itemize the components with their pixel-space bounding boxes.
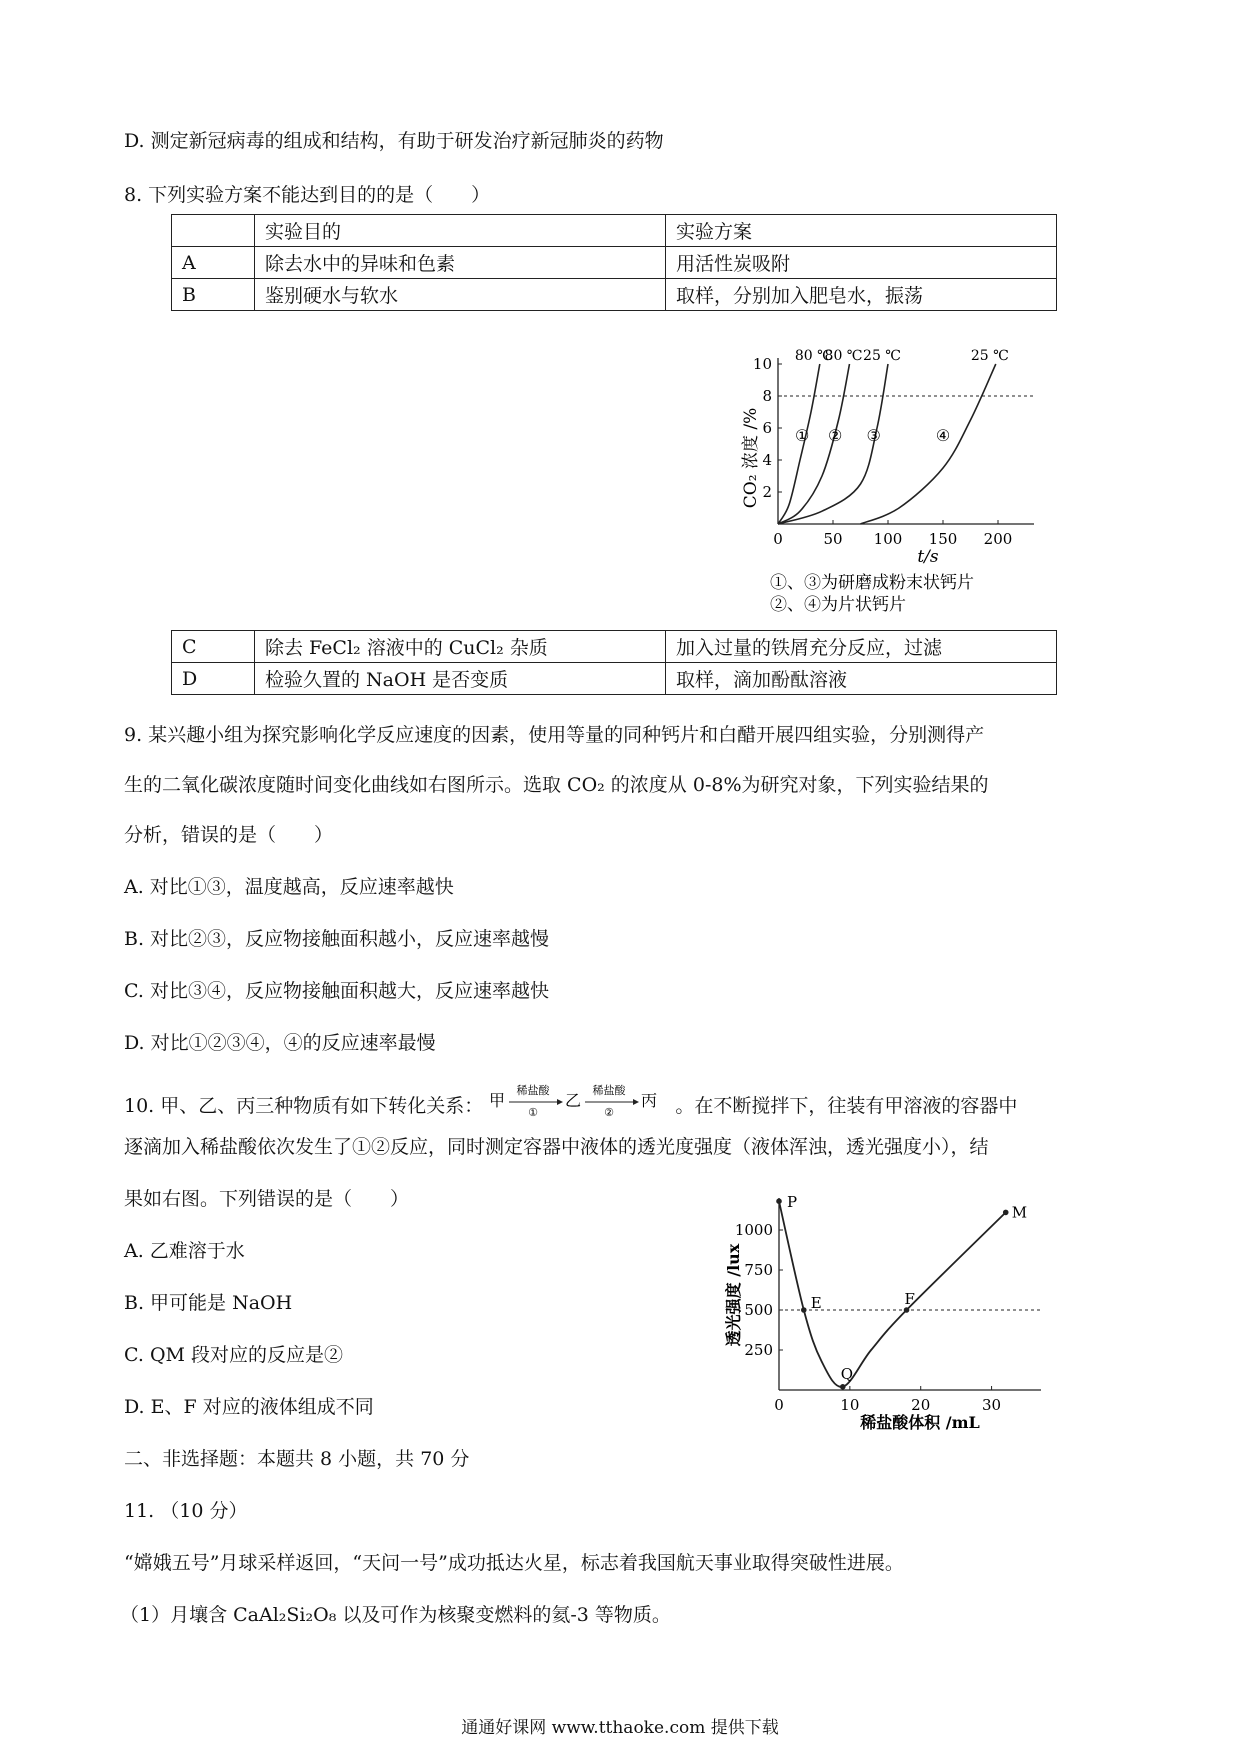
chart-note-2: ②、④为片状钙片	[770, 595, 906, 613]
table-row	[172, 663, 1057, 695]
q8-stem: 8. 下列实验方案不能达到目的的是（ ）	[124, 184, 491, 206]
table-cell: 鉴别硬水与软水	[255, 279, 666, 311]
point-m-label: M	[1011, 1203, 1028, 1222]
table-cell: 除去水中的异味和色素	[255, 247, 666, 279]
point-f-label: F	[904, 1290, 915, 1308]
table-cell: 检验久置的 NaOH 是否变质	[255, 663, 666, 695]
y-tick-label: 1000	[734, 1221, 773, 1239]
table-cell: A	[172, 247, 255, 279]
q10-option-b: B. 甲可能是 NaOH	[124, 1292, 293, 1314]
x-tick-label: 20	[911, 1396, 931, 1414]
q11-head: 11. （10 分）	[124, 1500, 248, 1522]
table-row	[172, 215, 1057, 247]
table-header-cell: 实验方案	[666, 215, 1057, 247]
q10-stem-line-1	[124, 1082, 1017, 1122]
table-header-cell: 实验目的	[255, 215, 666, 247]
x-axis-label: 稀盐酸体积 /mL	[860, 1413, 980, 1432]
page-footer: 通通好课网 www.tthaoke.com 提供下载	[461, 1718, 779, 1738]
series-1-temp-label: 80 ℃	[794, 348, 833, 364]
reagent-1: 稀盐酸	[516, 1084, 550, 1097]
series-1-label: ①	[795, 425, 810, 445]
q9-stem-line-2: 生的二氧化碳浓度随时间变化曲线如右图所示。选取 CO₂ 的浓度从 0-8%为研究对象，下列实验结果的	[124, 774, 989, 796]
y-tick-label: 250	[744, 1341, 773, 1359]
table-cell: D	[172, 663, 255, 695]
q10-stem-line-2: 逐滴加入稀盐酸依次发生了①②反应，同时测定容器中液体的透光度强度（液体浑浊，透光强度小），结	[124, 1136, 989, 1158]
series-2-label: ②	[828, 425, 843, 445]
x-tick-label: 30	[982, 1396, 1002, 1414]
series-2-temp-label: 80 ℃	[824, 348, 863, 364]
light-transmission-chart	[715, 1185, 1070, 1440]
y-tick-label: 4	[762, 451, 772, 469]
y-tick-label: 750	[744, 1261, 773, 1279]
x-tick-label: 100	[873, 530, 903, 548]
series-3-temp-label: 25 ℃	[863, 348, 901, 364]
table-row	[172, 631, 1057, 663]
point-q	[840, 1384, 846, 1390]
q8-table-bottom	[171, 630, 1057, 695]
species-b: 乙	[565, 1091, 582, 1110]
y-tick-label: 8	[762, 387, 772, 405]
series-4-temp-label: 25 ℃	[970, 348, 1009, 364]
y-tick-label: 500	[744, 1301, 773, 1319]
q10-option-c: C. QM 段对应的反应是②	[124, 1344, 344, 1366]
x-tick-label: 50	[823, 530, 843, 548]
table-cell: 用活性炭吸附	[666, 247, 1057, 279]
q9-option-c: C. 对比③④，反应物接触面积越大，反应速率越快	[124, 980, 549, 1002]
y-axis-label: 透光强度 /lux	[724, 1243, 743, 1347]
q9-option-d: D. 对比①②③④，④的反应速率最慢	[124, 1032, 436, 1054]
table-cell: 取样，滴加酚酞溶液	[666, 663, 1057, 695]
point-p-label: P	[787, 1193, 798, 1212]
q8-table-top	[171, 214, 1057, 311]
q10-stem-line-3: 果如右图。下列错误的是（ ）	[124, 1188, 410, 1210]
x-tick-label: 150	[928, 530, 958, 548]
x-tick-label: 0	[774, 1396, 784, 1414]
series-3-label: ③	[866, 425, 881, 445]
x-tick-label: 200	[983, 530, 1013, 548]
table-cell: C	[172, 631, 255, 663]
q11-part-1: （1）月壤含 CaAl₂Si₂O₈ 以及可作为核聚变燃料的氦-3 等物质。	[120, 1604, 671, 1626]
q9-stem-line-3: 分析，错误的是（ ）	[124, 824, 334, 846]
x-tick-label: 10	[840, 1396, 860, 1414]
q9-option-a: A. 对比①③，温度越高，反应速率越快	[124, 876, 454, 898]
x-tick-label: 0	[773, 530, 783, 548]
y-tick-label: 6	[762, 419, 772, 437]
step-1-label: ①	[528, 1106, 539, 1119]
y-tick-label: 2	[762, 483, 772, 501]
q7-option-d: D. 测定新冠病毒的组成和结构，有助于研发治疗新冠肺炎的药物	[124, 130, 664, 152]
co2-concentration-chart	[730, 348, 1120, 613]
point-e-label: E	[810, 1294, 822, 1312]
y-tick-label: 10	[752, 355, 772, 373]
table-cell: 除去 FeCl₂ 溶液中的 CuCl₂ 杂质	[255, 631, 666, 663]
q10-after: 。在不断搅拌下，往装有甲溶液的容器中	[675, 1095, 1018, 1117]
table-cell: 取样，分别加入肥皂水，振荡	[666, 279, 1057, 311]
q9-stem-line-1: 9. 某兴趣小组为探究影响化学反应速度的因素，使用等量的同种钙片和白醋开展四组实验，分别测得产	[124, 724, 985, 746]
q9-option-b: B. 对比②③，反应物接触面积越小，反应速率越慢	[124, 928, 550, 950]
table-cell	[172, 215, 255, 247]
chart-note-1: ①、③为研磨成粉末状钙片	[770, 573, 974, 593]
q10-option-a: A. 乙难溶于水	[124, 1240, 245, 1262]
table-cell: 加入过量的铁屑充分反应，过滤	[666, 631, 1057, 663]
point-m	[1003, 1210, 1009, 1216]
table-row	[172, 279, 1057, 311]
y-axis-label: CO₂ 浓度 /%	[741, 407, 761, 509]
reagent-2: 稀盐酸	[592, 1084, 626, 1097]
step-2-label: ②	[604, 1106, 615, 1119]
q10-option-d: D. E、F 对应的液体组成不同	[124, 1396, 374, 1418]
table-cell: B	[172, 279, 255, 311]
reaction-scheme	[489, 1082, 669, 1122]
point-q-label: Q	[840, 1364, 854, 1383]
section-2-heading: 二、非选择题：本题共 8 小题，共 70 分	[124, 1448, 470, 1470]
table-row	[172, 247, 1057, 279]
series-4-label: ④	[935, 425, 951, 445]
q10-lead: 10. 甲、乙、丙三种物质有如下转化关系：	[124, 1095, 484, 1117]
x-axis-label: t/s	[917, 547, 939, 567]
species-c: 丙	[641, 1091, 658, 1110]
species-a: 甲	[489, 1091, 506, 1110]
q11-intro: “嫦娥五号”月球采样返回，“天问一号”成功抵达火星，标志着我国航天事业取得突破性进展。	[124, 1552, 904, 1574]
